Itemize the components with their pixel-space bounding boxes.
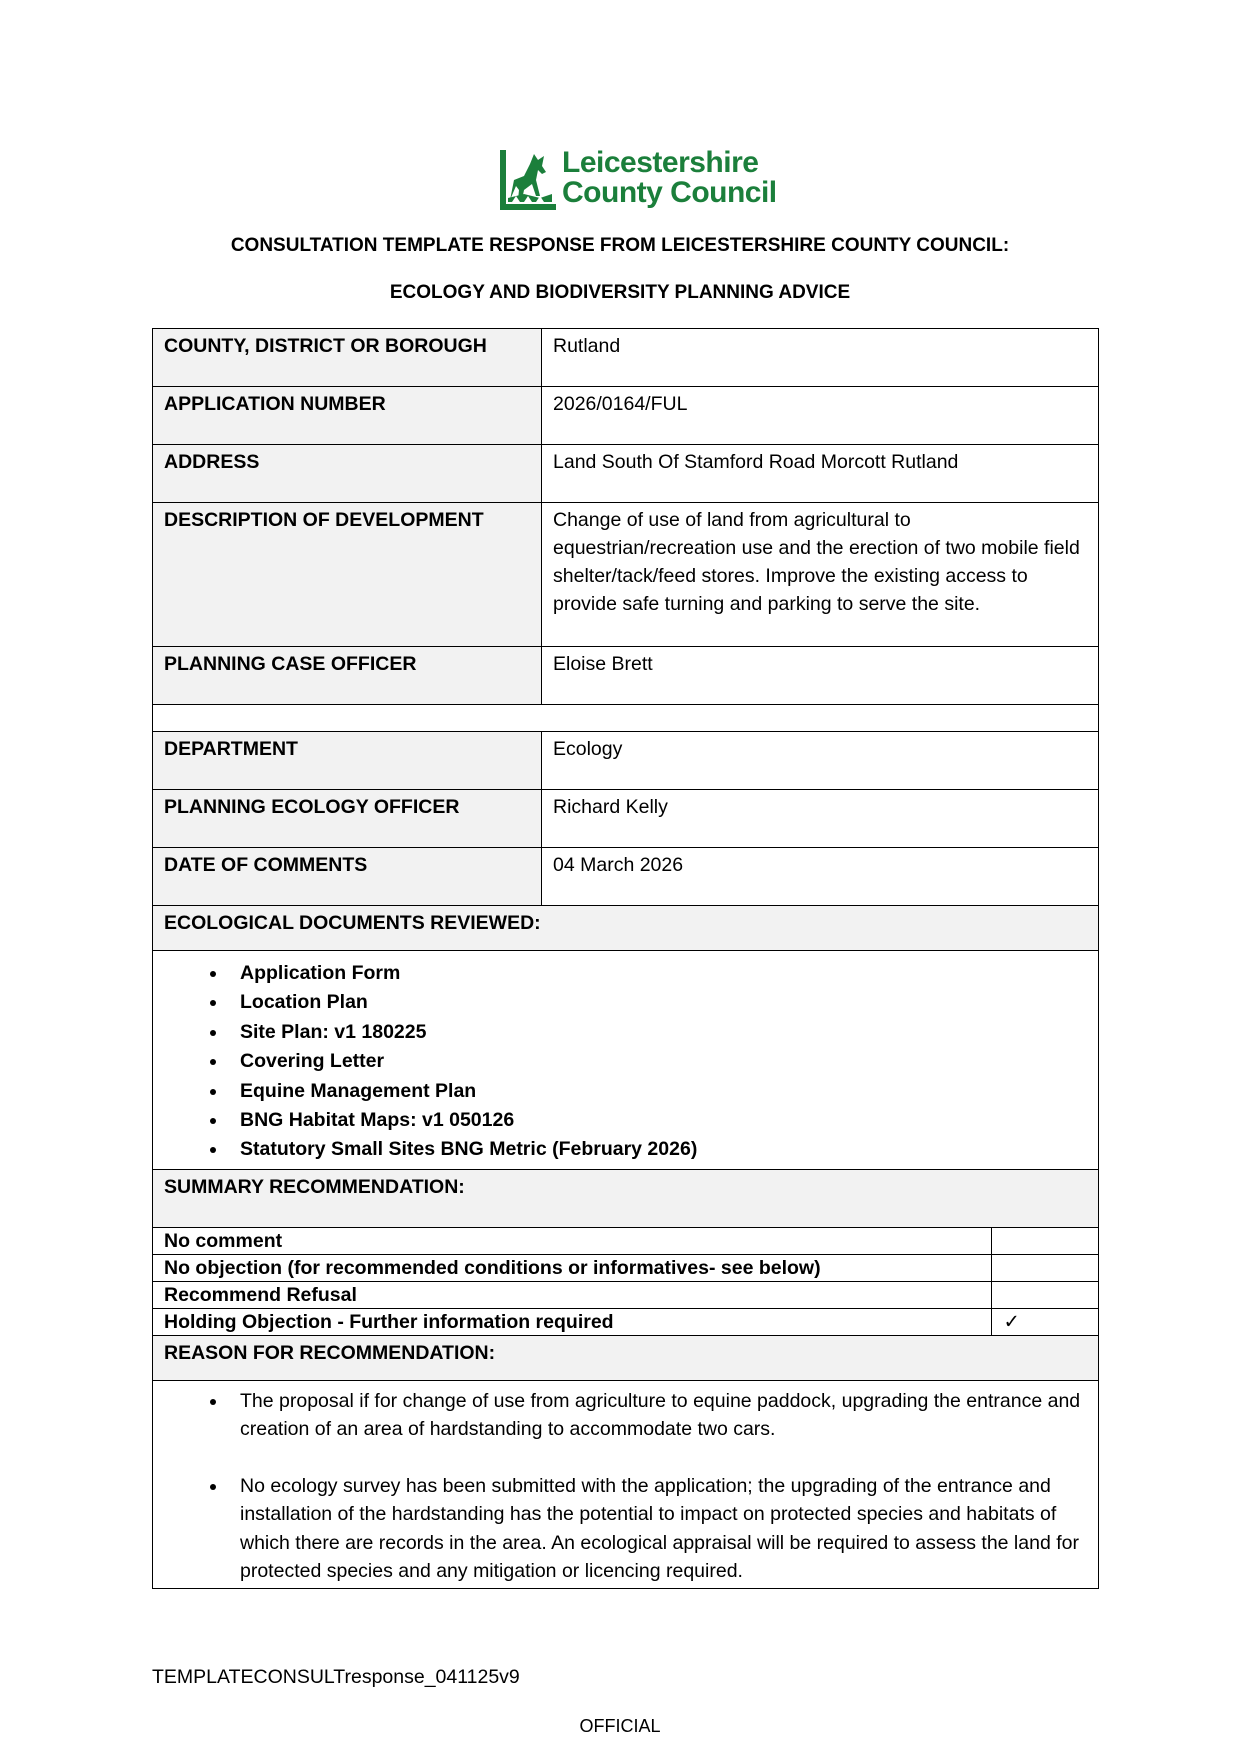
spacer-cell — [153, 705, 1099, 732]
date-label: DATE OF COMMENTS — [153, 848, 542, 906]
table-row — [153, 647, 1099, 705]
recommendation-option-row — [153, 1308, 1098, 1335]
document-title: CONSULTATION TEMPLATE RESPONSE FROM LEICESTERSHIRE COUNTY COUNCIL: — [230, 235, 1010, 256]
table-row — [153, 445, 1099, 503]
case-officer-value: Eloise Brett — [542, 647, 1099, 705]
recommendation-option-row — [153, 1228, 1098, 1255]
option-mark — [991, 1228, 1098, 1255]
option-mark — [991, 1254, 1098, 1281]
table-row — [153, 1380, 1099, 1588]
table-row — [153, 848, 1099, 906]
classification-label: OFFICIAL — [579, 1716, 661, 1736]
recommendation-options-cell — [153, 1227, 1099, 1335]
list-item: • Site Plan: v1 180225 — [228, 1018, 1087, 1047]
table-row — [153, 387, 1099, 445]
logo-line-1: Leicestershire — [562, 146, 759, 179]
option-label: No comment — [153, 1228, 991, 1255]
recommendation-options-table — [153, 1228, 1098, 1335]
reason-heading: REASON FOR RECOMMENDATION: — [153, 1335, 1099, 1380]
date-value: 04 March 2026 — [542, 848, 1099, 906]
application-number-label: APPLICATION NUMBER — [153, 387, 542, 445]
county-value: Rutland — [542, 329, 1099, 387]
ecology-officer-label: PLANNING ECOLOGY OFFICER — [153, 790, 542, 848]
county-label: COUNTY, DISTRICT OR BOROUGH — [153, 329, 542, 387]
description-label: DESCRIPTION OF DEVELOPMENT — [153, 503, 542, 647]
documents-list — [164, 959, 1087, 1165]
list-item: • Covering Letter — [228, 1047, 1087, 1076]
consultation-form-table — [152, 328, 1099, 1589]
table-row — [153, 1227, 1099, 1335]
description-value: Change of use of land from agricultural to equestrian/recreation use and the erection of two mobile field shelter/tack/feed stores. Improve the existing access to provide safe turning and parking to serve the site. — [542, 503, 1099, 647]
documents-heading: ECOLOGICAL DOCUMENTS REVIEWED: — [153, 906, 1099, 951]
reason-list — [164, 1387, 1087, 1586]
list-item: • BNG Habitat Maps: v1 050126 — [228, 1106, 1087, 1135]
ecology-officer-value: Richard Kelly — [542, 790, 1099, 848]
document-subtitle: ECOLOGY AND BIODIVERSITY PLANNING ADVICE — [389, 282, 851, 303]
list-item: • The proposal if for change of use from agriculture to equine paddock, upgrading the entrance and creation of an area of hardstanding to accommodate two cars. — [228, 1387, 1087, 1444]
spacer-row — [153, 705, 1099, 732]
table-row — [153, 1335, 1099, 1380]
option-label: No objection (for recommended conditions or informatives- see below) — [153, 1254, 991, 1281]
summary-heading: SUMMARY RECOMMENDATION: — [153, 1169, 1099, 1227]
documents-cell — [153, 951, 1099, 1170]
option-mark — [991, 1281, 1098, 1308]
option-label: Holding Objection - Further information required — [153, 1308, 991, 1335]
table-row — [153, 1169, 1099, 1227]
department-label: DEPARTMENT — [153, 732, 542, 790]
logo-line-2: County Council — [562, 176, 777, 209]
application-number-value: 2026/0164/FUL — [542, 387, 1099, 445]
template-reference: TEMPLATECONSULTresponse_041125v9 — [152, 1666, 520, 1688]
fox-emblem-icon — [500, 150, 558, 212]
list-item: • Statutory Small Sites BNG Metric (February 2026) — [228, 1135, 1087, 1164]
address-label: ADDRESS — [153, 445, 542, 503]
council-logo — [500, 146, 777, 216]
list-item: • Equine Management Plan — [228, 1077, 1087, 1106]
case-officer-label: PLANNING CASE OFFICER — [153, 647, 542, 705]
list-item: • Location Plan — [228, 988, 1087, 1017]
list-item: • Application Form — [228, 959, 1087, 988]
department-value: Ecology — [542, 732, 1099, 790]
logo-wordmark — [562, 148, 777, 208]
option-label: Recommend Refusal — [153, 1281, 991, 1308]
table-row — [153, 790, 1099, 848]
table-row — [153, 503, 1099, 647]
table-row — [153, 906, 1099, 951]
recommendation-option-row — [153, 1254, 1098, 1281]
address-value: Land South Of Stamford Road Morcott Rutland — [542, 445, 1099, 503]
table-row — [153, 732, 1099, 790]
checkmark-icon: ✓ — [991, 1308, 1098, 1335]
table-row — [153, 951, 1099, 1170]
reason-cell — [153, 1380, 1099, 1588]
recommendation-option-row — [153, 1281, 1098, 1308]
list-item: • No ecology survey has been submitted with the application; the upgrading of the entrance and installation of the hardstanding has the potential to impact on protected species and habitats of which there are records in the area. An ecological appraisal will be required to assess the land for protected species and any mitigation or licencing required. — [228, 1472, 1087, 1586]
table-row — [153, 329, 1099, 387]
